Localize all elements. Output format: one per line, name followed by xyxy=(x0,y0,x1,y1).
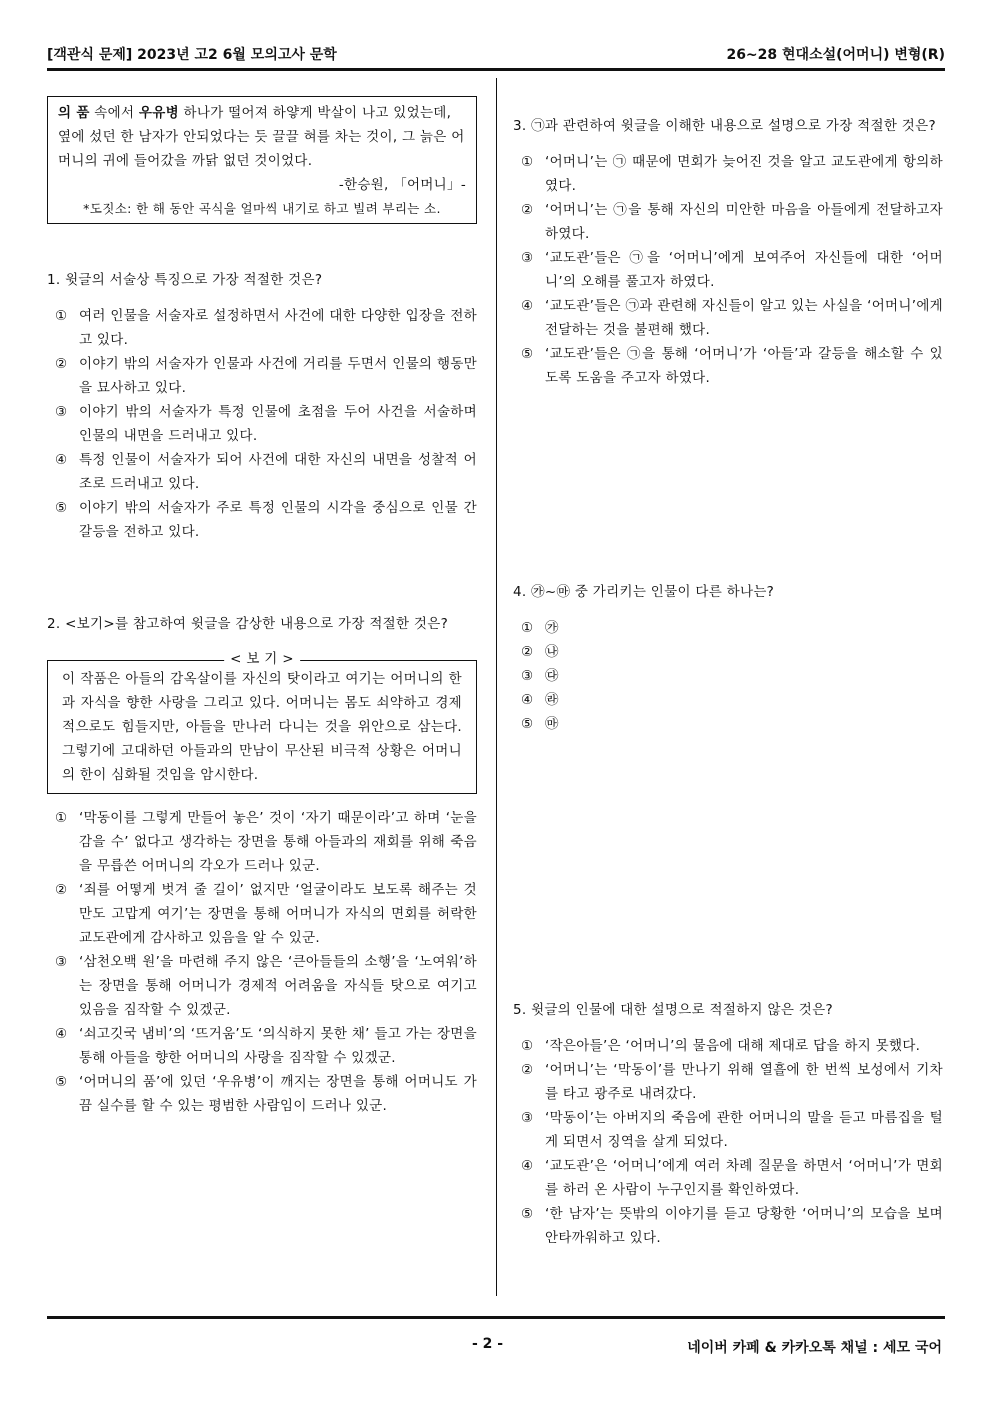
question-4-option[interactable] xyxy=(513,616,943,640)
question-1-option[interactable] xyxy=(47,400,477,448)
question-1-options xyxy=(47,304,477,544)
question-2-option[interactable] xyxy=(47,806,477,878)
question-3-option[interactable] xyxy=(513,150,943,198)
option-number: ⑤ xyxy=(521,1206,534,1222)
footer-divider xyxy=(47,1316,945,1319)
passage-author: -한승원, 「어머니」- xyxy=(338,177,466,193)
question-3-option[interactable] xyxy=(513,294,943,342)
option-number: ④ xyxy=(521,298,534,314)
option-number: ② xyxy=(55,356,68,372)
question-2 xyxy=(47,612,477,1118)
option-text: ‘어머니’는 ㉠ 때문에 면회가 늦어진 것을 알고 교도관에게 항의하였다. xyxy=(545,154,943,194)
header-divider xyxy=(47,68,945,71)
question-3-option[interactable] xyxy=(513,198,943,246)
question-1-option[interactable] xyxy=(47,352,477,400)
question-1-option[interactable] xyxy=(47,496,477,544)
header-title: [객관식 문제] 2023년 고2 6월 모의고사 문학 xyxy=(47,47,337,63)
option-number: ⑤ xyxy=(521,716,534,732)
option-text: ‘막동이를 그렇게 만들어 놓은’ 것이 ‘자기 때문이라’고 하며 ‘눈을 감을 수’ 없다고 생각하는 장면을 통해 아들과의 재회를 위해 죽음을 무릅쓴 어머니의 각오가 드러나 있군. xyxy=(79,810,477,874)
question-3-option[interactable] xyxy=(513,342,943,390)
option-text: 이야기 밖의 서술자가 주로 특정 인물의 시각을 중심으로 인물 간 갈등을 전하고 있다. xyxy=(79,500,477,540)
question-5-option[interactable] xyxy=(513,1106,943,1154)
option-text: ‘어머니’는 ㉠을 통해 자신의 미안한 마음을 아들에게 전달하고자 하였다. xyxy=(545,202,943,242)
option-number: ③ xyxy=(521,1110,534,1126)
option-number: ① xyxy=(55,810,68,826)
option-text: ‘어머니’는 ‘막동이’를 만나기 위해 열흘에 한 번씩 보성에서 기차를 타고 광주로 내려갔다. xyxy=(545,1062,943,1102)
passage-bold-word: 우유병 xyxy=(138,105,179,121)
question-3-options xyxy=(513,150,943,390)
option-text: ㉮ xyxy=(545,620,559,636)
question-5 xyxy=(513,998,943,1250)
question-1 xyxy=(47,268,477,544)
option-number: ② xyxy=(521,644,534,660)
passage-segment: 속에서 xyxy=(94,105,135,121)
option-number: ④ xyxy=(55,1026,68,1042)
option-text: 이야기 밖의 서술자가 인물과 사건에 거리를 두면서 인물의 행동만을 묘사하고 있다. xyxy=(79,356,477,396)
bogi-text: 이 작품은 아들의 감옥살이를 자신의 탓이라고 여기는 어머니의 한과 자식을 향한 사랑을 그리고 있다. 어머니는 몸도 쇠약하고 경제적으로도 힘들지만, 아들을 만나러 다니는 것을 위안으로 삼는다. 그렇기에 고대하던 아들과의 만남이 무산된 비극적 상황은 어머니의 한이 심화될 것임을 암시한다. xyxy=(62,671,462,783)
option-number: ④ xyxy=(55,452,68,468)
question-5-options xyxy=(513,1034,943,1250)
option-text: ‘교도관’은 ‘어머니’에게 여러 차례 질문을 하면서 ‘어머니’가 면회를 하러 온 사람이 누구인지를 확인하였다. xyxy=(545,1158,943,1198)
question-4-option[interactable] xyxy=(513,712,943,736)
option-text: ‘쇠고깃국 냄비’의 ‘뜨거움’도 ‘의식하지 못한 채’ 들고 가는 장면을 통해 아들을 향한 어머니의 사랑을 짐작할 수 있겠군. xyxy=(79,1026,477,1066)
question-3-option[interactable] xyxy=(513,246,943,294)
question-3 xyxy=(513,114,943,390)
option-number: ① xyxy=(521,620,534,636)
option-number: ① xyxy=(55,308,68,324)
footer-brand: 네이버 카페 & 카카오톡 채널 : 세모 국어 xyxy=(687,1340,942,1356)
option-number: ⑤ xyxy=(55,500,68,516)
option-text: ㉱ xyxy=(545,692,559,708)
question-4-option[interactable] xyxy=(513,688,943,712)
question-4-option[interactable] xyxy=(513,664,943,688)
option-number: ④ xyxy=(521,692,534,708)
question-5-option[interactable] xyxy=(513,1034,943,1058)
option-text: ‘교도관’들은 ㉠을 ‘어머니’에게 보여주어 자신들에 대한 ‘어머니’의 오해를 풀고자 하였다. xyxy=(545,250,943,290)
passage-bold-phrase: 의 품 xyxy=(58,105,90,121)
option-text: ‘교도관’들은 ㉠과 관련해 자신들이 알고 있는 사실을 ‘어머니’에게 전달하는 것을 불편해 했다. xyxy=(545,298,943,338)
option-text: ‘어머니의 품’에 있던 ‘우유병’이 깨지는 장면을 통해 어머니도 가끔 실수를 할 수 있는 평범한 사람임이 드러나 있군. xyxy=(79,1074,477,1114)
option-number: ③ xyxy=(521,250,534,266)
option-number: ② xyxy=(55,882,68,898)
question-5-option[interactable] xyxy=(513,1154,943,1202)
question-1-title: 1. 윗글의 서술상 특징으로 가장 적절한 것은? xyxy=(47,272,323,288)
question-4 xyxy=(513,580,943,736)
question-4-title: 4. ㉮~㉲ 중 가리키는 인물이 다른 하나는? xyxy=(513,584,775,600)
question-2-option[interactable] xyxy=(47,878,477,950)
page-number: - 2 - xyxy=(472,1336,504,1352)
question-2-title: 2. <보기>를 참고하여 윗글을 감상한 내용으로 가장 적절한 것은? xyxy=(47,616,449,632)
passage-segment: 하나가 떨어져 하얗게 박살이 나고 있었는데, 옆에 섰던 한 남자가 안되었다는 듯 끌끌 혀를 차는 것이, 그 늙은 어머니의 귀에 들어갔을 까닭 없던 것이었다. xyxy=(58,105,465,169)
question-4-option[interactable] xyxy=(513,640,943,664)
question-5-option[interactable] xyxy=(513,1058,943,1106)
question-3-title: 3. ㉠과 관련하여 윗글을 이해한 내용으로 설명으로 가장 적절한 것은? xyxy=(513,118,936,134)
question-1-option[interactable] xyxy=(47,448,477,496)
left-column xyxy=(47,96,477,1118)
option-text: ㉯ xyxy=(545,644,559,660)
option-number: ⑤ xyxy=(521,346,534,362)
option-text: ‘죄를 어떻게 벗겨 줄 길이’ 없지만 ‘얼굴이라도 보도록 해주는 것만도 고맙게 여기’는 장면을 통해 어머니가 자식의 면회를 허락한 교도관에게 감사하고 있음을 알 수 있군. xyxy=(79,882,477,946)
option-number: ① xyxy=(521,1038,534,1054)
bogi-title: < 보 기 > xyxy=(224,650,300,668)
passage-excerpt-box xyxy=(47,96,477,224)
option-text: 여러 인물을 서술자로 설정하면서 사건에 대한 다양한 입장을 전하고 있다. xyxy=(79,308,477,348)
option-number: ② xyxy=(521,1062,534,1078)
passage-text xyxy=(58,101,466,173)
option-number: ⑤ xyxy=(55,1074,68,1090)
passage-footnote: *도짓소: 한 해 동안 곡식을 얼마씩 내기로 하고 빌려 부리는 소. xyxy=(83,201,441,216)
column-divider xyxy=(496,78,497,1296)
question-1-option[interactable] xyxy=(47,304,477,352)
option-text: 이야기 밖의 서술자가 특정 인물에 초점을 두어 사건을 서술하며 인물의 내면을 드러내고 있다. xyxy=(79,404,477,444)
bogi-box xyxy=(47,660,477,794)
option-text: ‘교도관’들은 ㉠을 통해 ‘어머니’가 ‘아들’과 갈등을 해소할 수 있도록 도움을 주고자 하였다. xyxy=(545,346,943,386)
option-text: ‘한 남자’는 뜻밖의 이야기를 듣고 당황한 ‘어머니’의 모습을 보며 안타까워하고 있다. xyxy=(545,1206,943,1246)
option-text: ‘삼천오백 원’을 마련해 주지 않은 ‘큰아들들의 소행’을 ‘노여워’하는 장면을 통해 어머니가 경제적 어려움을 자식들 탓으로 여기고 있음을 짐작할 수 있겠군. xyxy=(79,954,477,1018)
option-number: ② xyxy=(521,202,534,218)
option-text: ㉰ xyxy=(545,668,559,684)
header-subtitle: 26~28 현대소설(어머니) 변형(R) xyxy=(726,47,945,63)
option-number: ④ xyxy=(521,1158,534,1174)
option-text: ‘작은아들’은 ‘어머니’의 물음에 대해 제대로 답을 하지 못했다. xyxy=(545,1038,921,1054)
option-text: ㉲ xyxy=(545,716,559,732)
question-5-option[interactable] xyxy=(513,1202,943,1250)
question-5-title: 5. 윗글의 인물에 대한 설명으로 적절하지 않은 것은? xyxy=(513,1002,833,1018)
question-2-option[interactable] xyxy=(47,950,477,1022)
question-4-options xyxy=(513,616,943,736)
question-2-option[interactable] xyxy=(47,1070,477,1118)
option-number: ③ xyxy=(521,668,534,684)
option-number: ③ xyxy=(55,954,68,970)
question-2-option[interactable] xyxy=(47,1022,477,1070)
option-text: 특정 인물이 서술자가 되어 사건에 대한 자신의 내면을 성찰적 어조로 드러내고 있다. xyxy=(79,452,477,492)
bogi-header xyxy=(47,648,477,672)
right-column xyxy=(513,114,943,1250)
option-text: ‘막동이’는 아버지의 죽음에 관한 어머니의 말을 듣고 마름집을 털게 되면서 징역을 살게 되었다. xyxy=(545,1110,943,1150)
option-number: ① xyxy=(521,154,534,170)
question-2-options xyxy=(47,806,477,1118)
option-number: ③ xyxy=(55,404,68,420)
